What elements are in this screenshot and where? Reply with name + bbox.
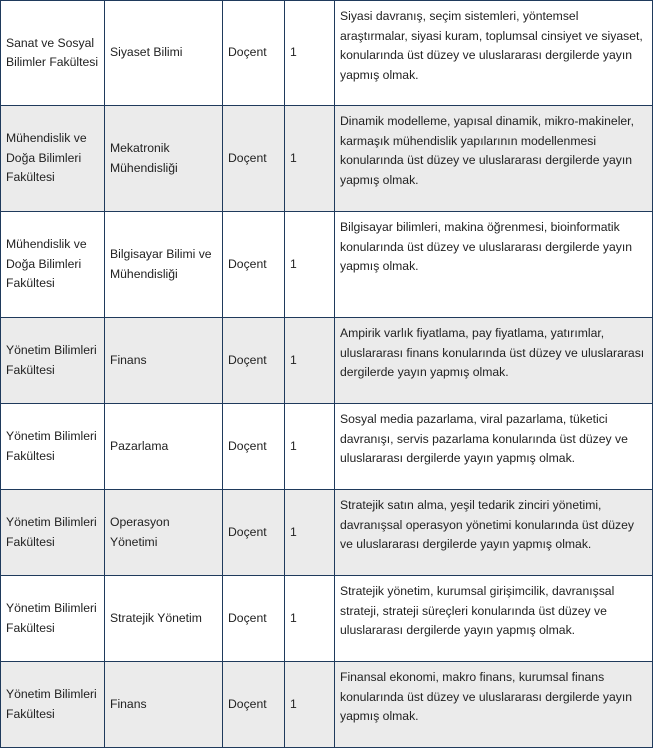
department-cell: Mekatronik Mühendisliği	[105, 106, 223, 212]
faculty-cell: Mühendislik ve Doğa Bilimleri Fakültesi	[1, 212, 105, 318]
table-row	[1, 106, 653, 212]
title-cell: Doçent	[223, 404, 285, 490]
department-cell: Operasyon Yönetimi	[105, 490, 223, 576]
count-cell: 1	[285, 106, 335, 212]
description-cell: Sosyal media pazarlama, viral pazarlama, tüketici davranışı, servis pazarlama konularında üst düzey ve uluslararası dergilerde yayın yapmış olmak.	[335, 404, 653, 490]
faculty-cell: Sanat ve Sosyal Bilimler Fakültesi	[1, 1, 105, 106]
count-cell: 1	[285, 318, 335, 404]
title-cell: Doçent	[223, 490, 285, 576]
table-row	[1, 212, 653, 318]
table-row	[1, 662, 653, 748]
description-cell: Ampirik varlık fiyatlama, pay fiyatlama, yatırımlar, uluslararası finans konularında üst düzey ve uluslararası dergilerde yayın yapmış olmak.	[335, 318, 653, 404]
description-cell: Finansal ekonomi, makro finans, kurumsal finans konularında üst düzey ve uluslararası dergilerde yayın yapmış olmak.	[335, 662, 653, 748]
faculty-cell: Yönetim Bilimleri Fakültesi	[1, 318, 105, 404]
title-cell: Doçent	[223, 318, 285, 404]
description-cell: Stratejik yönetim, kurumsal girişimcilik, davranışsal strateji, strateji süreçleri konularında üst düzey ve uluslararası dergilerde yayın yapmış olmak.	[335, 576, 653, 662]
count-cell: 1	[285, 212, 335, 318]
title-cell: Doçent	[223, 576, 285, 662]
table-row	[1, 490, 653, 576]
title-cell: Doçent	[223, 106, 285, 212]
count-cell: 1	[285, 490, 335, 576]
department-cell: Stratejik Yönetim	[105, 576, 223, 662]
count-cell: 1	[285, 576, 335, 662]
description-cell: Dinamik modelleme, yapısal dinamik, mikro-makineler, karmaşık mühendislik yapılarının modellenmesi konularında üst düzey ve uluslararası dergilerde yayın yapmış olmak.	[335, 106, 653, 212]
description-cell: Siyasi davranış, seçim sistemleri, yöntemsel araştırmalar, siyasi kuram, toplumsal cinsiyet ve siyaset, konularında üst düzey ve uluslararası dergilerde yayın yapmış olmak.	[335, 1, 653, 106]
title-cell: Doçent	[223, 1, 285, 106]
department-cell: Pazarlama	[105, 404, 223, 490]
description-cell: Stratejik satın alma, yeşil tedarik zinciri yönetimi, davranışsal operasyon yönetimi konularında üst düzey ve uluslararası dergilerde yayın yapmış olmak.	[335, 490, 653, 576]
count-cell: 1	[285, 1, 335, 106]
faculty-cell: Yönetim Bilimleri Fakültesi	[1, 404, 105, 490]
faculty-cell: Yönetim Bilimleri Fakültesi	[1, 576, 105, 662]
table-row	[1, 576, 653, 662]
department-cell: Finans	[105, 662, 223, 748]
table-row	[1, 1, 653, 106]
count-cell: 1	[285, 662, 335, 748]
faculty-cell: Yönetim Bilimleri Fakültesi	[1, 662, 105, 748]
count-cell: 1	[285, 404, 335, 490]
table-row	[1, 318, 653, 404]
title-cell: Doçent	[223, 662, 285, 748]
department-cell: Siyaset Bilimi	[105, 1, 223, 106]
department-cell: Bilgisayar Bilimi ve Mühendisliği	[105, 212, 223, 318]
faculty-cell: Yönetim Bilimleri Fakültesi	[1, 490, 105, 576]
department-cell: Finans	[105, 318, 223, 404]
title-cell: Doçent	[223, 212, 285, 318]
description-cell: Bilgisayar bilimleri, makina öğrenmesi, bioinformatik konularında üst düzey ve uluslararası dergilerde yayın yapmış olmak.	[335, 212, 653, 318]
table-row	[1, 404, 653, 490]
faculty-cell: Mühendislik ve Doğa Bilimleri Fakültesi	[1, 106, 105, 212]
